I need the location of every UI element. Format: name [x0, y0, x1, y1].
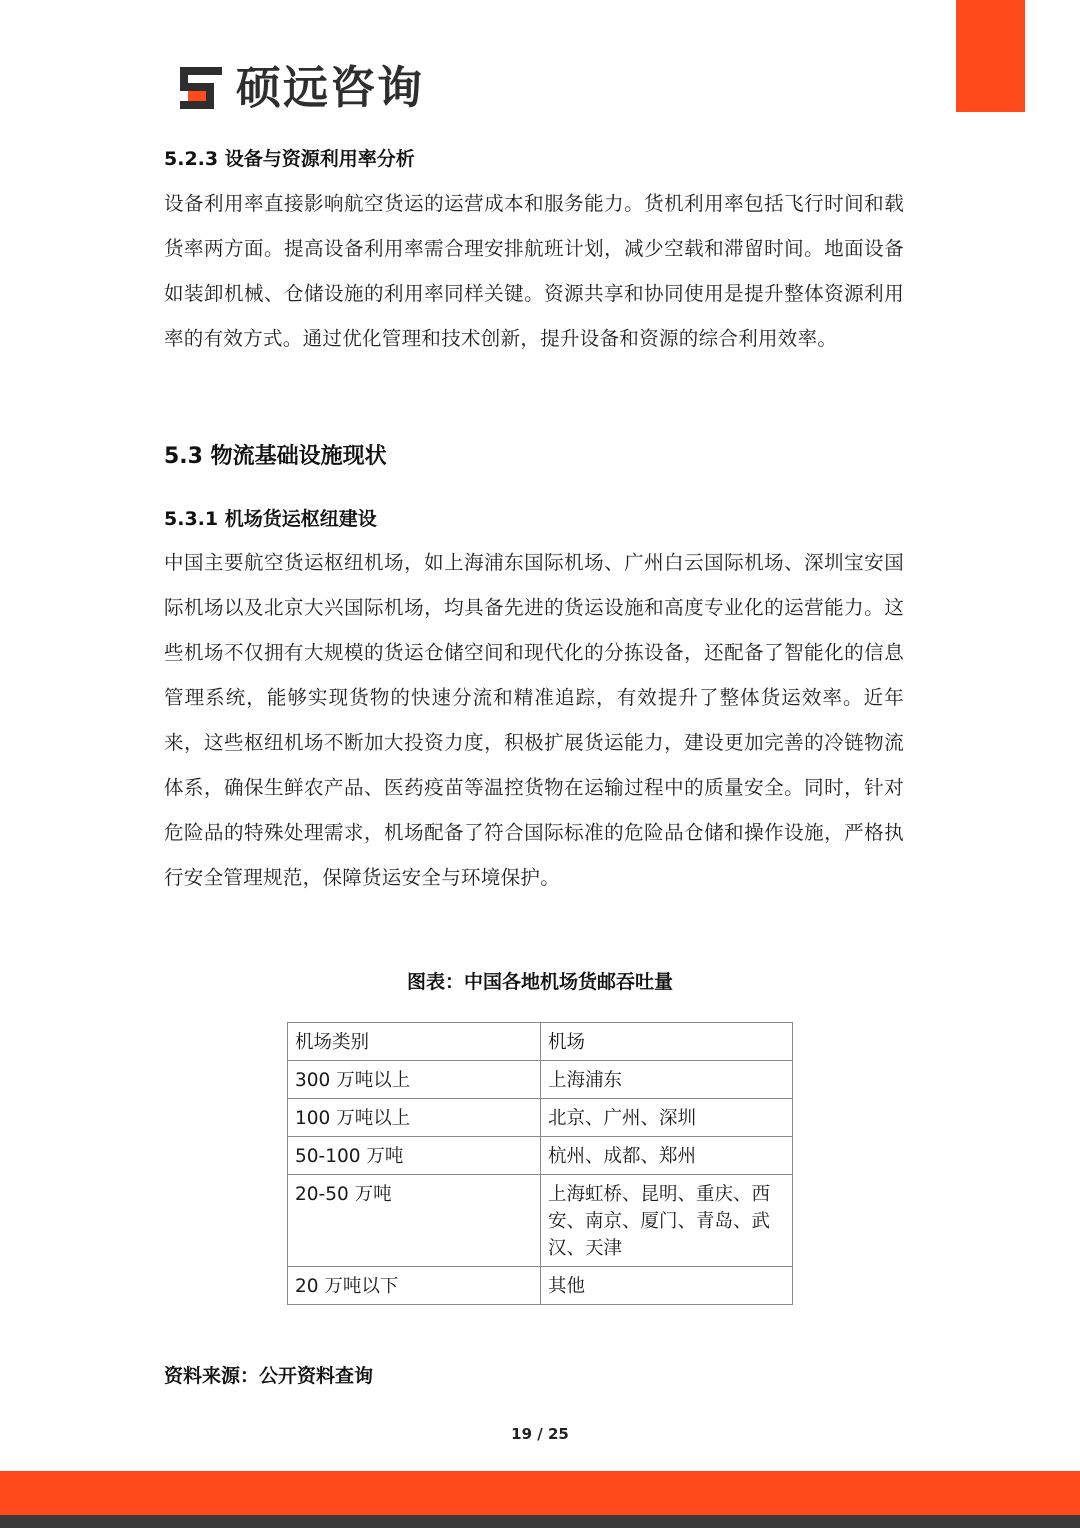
data-source-note: 资料来源：公开资料查询: [164, 1365, 374, 1387]
table-cell-airports: 其他: [541, 1267, 793, 1305]
section-heading-5-2-3: 5.2.3 设备与资源利用率分析: [164, 148, 415, 170]
table-cell-category: 100 万吨以上: [288, 1099, 541, 1137]
table-cell-category: 20 万吨以下: [288, 1267, 541, 1305]
corner-accent-block: [956, 0, 1025, 112]
logo-mark-icon: [176, 63, 226, 113]
logo-text: 硕远咨询: [236, 61, 425, 114]
section-body-5-3-1: 中国主要航空货运枢纽机场，如上海浦东国际机场、广州白云国际机场、深圳宝安国际机场以及北京大兴国际机场，均具备先进的货运设施和高度专业化的运营能力。这些机场不仅拥有大规模的货运仓储空间和现代化的分拣设备，还配备了智能化的信息管理系统，能够实现货物的快速分流和精准追踪，有效提升了整体货运效率。近年来，这些枢纽机场不断加大投资力度，积极扩展货运能力，建设更加完善的冷链物流体系，确保生鲜农产品、医药疫苗等温控货物在运输过程中的质量安全。同时，针对危险品的特殊处理需求，机场配备了符合国际标准的危险品仓储和操作设施，严格执行安全管理规范，保障货运安全与环境保护。: [164, 551, 904, 889]
footer-dark-line: [0, 1515, 1080, 1528]
table-cell-category: 50-100 万吨: [288, 1137, 541, 1175]
table-header-row: [288, 1023, 793, 1061]
table-row: [288, 1137, 793, 1175]
footer-accent-bar: [0, 1471, 1080, 1515]
table-row: [288, 1175, 793, 1267]
table-cell-category: 20-50 万吨: [288, 1175, 541, 1267]
table-row: [288, 1267, 793, 1305]
table-caption: 图表：中国各地机场货邮吞吐量: [406, 971, 673, 993]
table-header-cell: 机场类别: [288, 1023, 541, 1061]
table-header-cell: 机场: [541, 1023, 793, 1061]
airport-cargo-table: [287, 1022, 793, 1305]
table-row: [288, 1061, 793, 1099]
table-row: [288, 1099, 793, 1137]
table-cell-airports: 杭州、成都、郑州: [541, 1137, 793, 1175]
page-number: 19 / 25: [511, 1425, 569, 1443]
section-body-5-2-3: 设备利用率直接影响航空货运的运营成本和服务能力。货机利用率包括飞行时间和载货率两方面。提高设备利用率需合理安排航班计划，减少空载和滞留时间。地面设备如装卸机械、仓储设施的利用率同样关键。资源共享和协同使用是提升整体资源利用率的有效方式。通过优化管理和技术创新，提升设备和资源的综合利用效率。: [164, 192, 904, 350]
table-cell-airports: 上海浦东: [541, 1061, 793, 1099]
section-heading-5-3: 5.3 物流基础设施现状: [164, 444, 387, 469]
section-heading-5-3-1: 5.3.1 机场货运枢纽建设: [164, 508, 377, 530]
logo: [176, 60, 424, 116]
table-cell-airports: 上海虹桥、昆明、重庆、西安、南京、厦门、青岛、武汉、天津: [541, 1175, 793, 1267]
table-cell-airports: 北京、广州、深圳: [541, 1099, 793, 1137]
table-cell-category: 300 万吨以上: [288, 1061, 541, 1099]
